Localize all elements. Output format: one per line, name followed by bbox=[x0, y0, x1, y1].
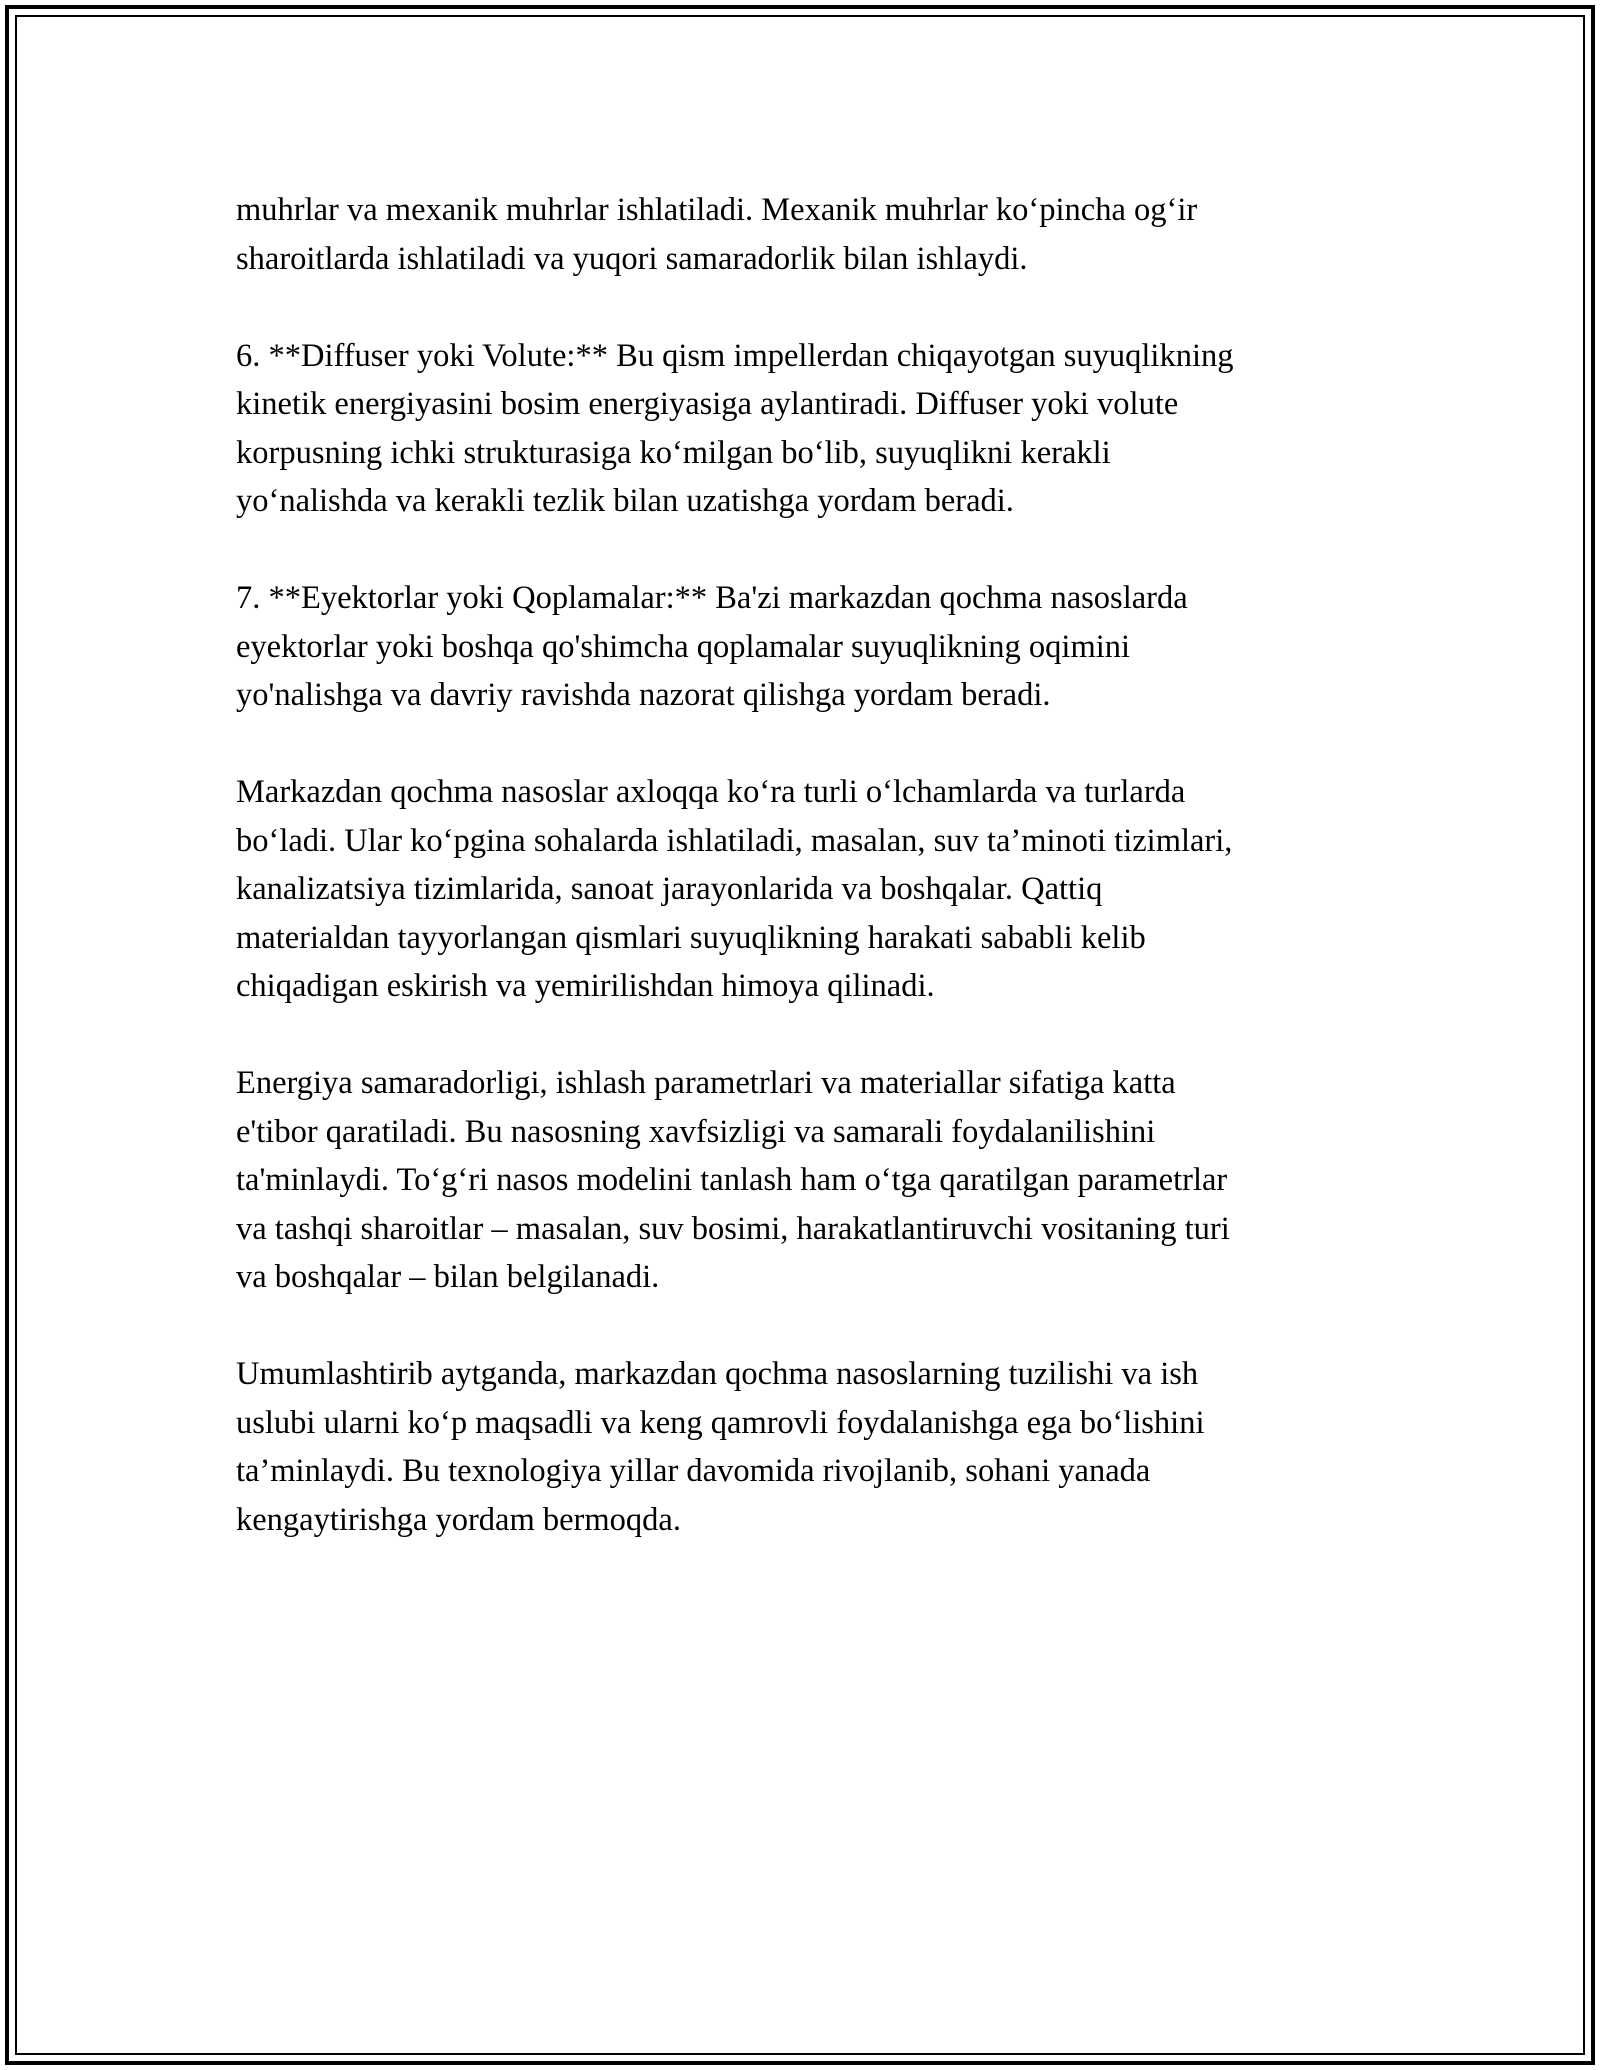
text-line: bo‘ladi. Ular ko‘pgina sohalarda ishlatiladi, masalan, suv ta’minoti tizimlari, bbox=[236, 822, 1233, 859]
document-body bbox=[236, 186, 1386, 1593]
paragraph-ejectors bbox=[236, 574, 1386, 720]
text-line: kanalizatsiya tizimlarida, sanoat jarayonlarida va boshqalar. Qattiq bbox=[236, 871, 1103, 907]
paragraph-seals bbox=[236, 186, 1386, 283]
paragraph-energy-efficiency bbox=[236, 1059, 1386, 1302]
text-line: eyektorlar yoki boshqa qo'shimcha qoplamalar suyuqlikning oqimini bbox=[236, 628, 1131, 665]
text-line: Markazdan qochma nasoslar axloqqa ko‘ra turli o‘lchamlarda va turlarda bbox=[236, 774, 1186, 810]
text-line: kengaytirishga yordam bermoqda. bbox=[236, 1501, 681, 1538]
text-line: e'tibor qaratiladi. Bu nasosning xavfsizligi va samarali foydalanilishini bbox=[236, 1113, 1156, 1150]
text-line: chiqadigan eskirish va yemirilishdan himoya qilinadi. bbox=[236, 968, 935, 1004]
text-line: 7. **Eyektorlar yoki Qoplamalar:** Ba'zi markazdan qochma nasoslarda bbox=[236, 580, 1188, 616]
text-line: uslubi ularni ko‘p maqsadli va keng qamrovli foydalanishga ega bo‘lishini bbox=[236, 1404, 1205, 1441]
text-line: materialdan tayyorlangan qismlari suyuqlikning harakati sababli kelib bbox=[236, 919, 1146, 956]
text-line: muhrlar va mexanik muhrlar ishlatiladi. Mexanik muhrlar ko‘pincha og‘ir bbox=[236, 192, 1198, 228]
paragraph-summary bbox=[236, 1350, 1386, 1544]
text-line: 6. **Diffuser yoki Volute:** Bu qism impellerdan chiqayotgan suyuqlikning bbox=[236, 337, 1234, 374]
text-line: Umumlashtirib aytganda, markazdan qochma nasoslarning tuzilishi va ish bbox=[236, 1356, 1199, 1392]
paragraph-sizes-types bbox=[236, 768, 1386, 1011]
text-line: ta’minlaydi. Bu texnologiya yillar davomida rivojlanib, sohani yanada bbox=[236, 1453, 1151, 1489]
text-line: yo‘nalishda va kerakli tezlik bilan uzatishga yordam beradi. bbox=[236, 483, 1014, 519]
text-line: kinetik energiyasini bosim energiyasiga aylantiradi. Diffuser yoki volute bbox=[236, 386, 1179, 422]
text-line: va boshqalar – bilan belgilanadi. bbox=[236, 1259, 660, 1295]
text-line: sharoitlarda ishlatiladi va yuqori samaradorlik bilan ishlaydi. bbox=[236, 240, 1028, 277]
text-line: va tashqi sharoitlar – masalan, suv bosimi, harakatlantiruvchi vositaning turi bbox=[236, 1210, 1230, 1247]
text-line: Energiya samaradorligi, ishlash parametrlari va materiallar sifatiga katta bbox=[236, 1065, 1176, 1101]
text-line: yo'nalishga va davriy ravishda nazorat qilishga yordam beradi. bbox=[236, 677, 1051, 713]
text-line: korpusning ichki strukturasiga ko‘milgan bo‘lib, suyuqlikni kerakli bbox=[236, 434, 1111, 471]
text-line: ta'minlaydi. To‘g‘ri nasos modelini tanlash ham o‘tga qaratilgan parametrlar bbox=[236, 1162, 1228, 1198]
paragraph-diffuser bbox=[236, 332, 1386, 526]
